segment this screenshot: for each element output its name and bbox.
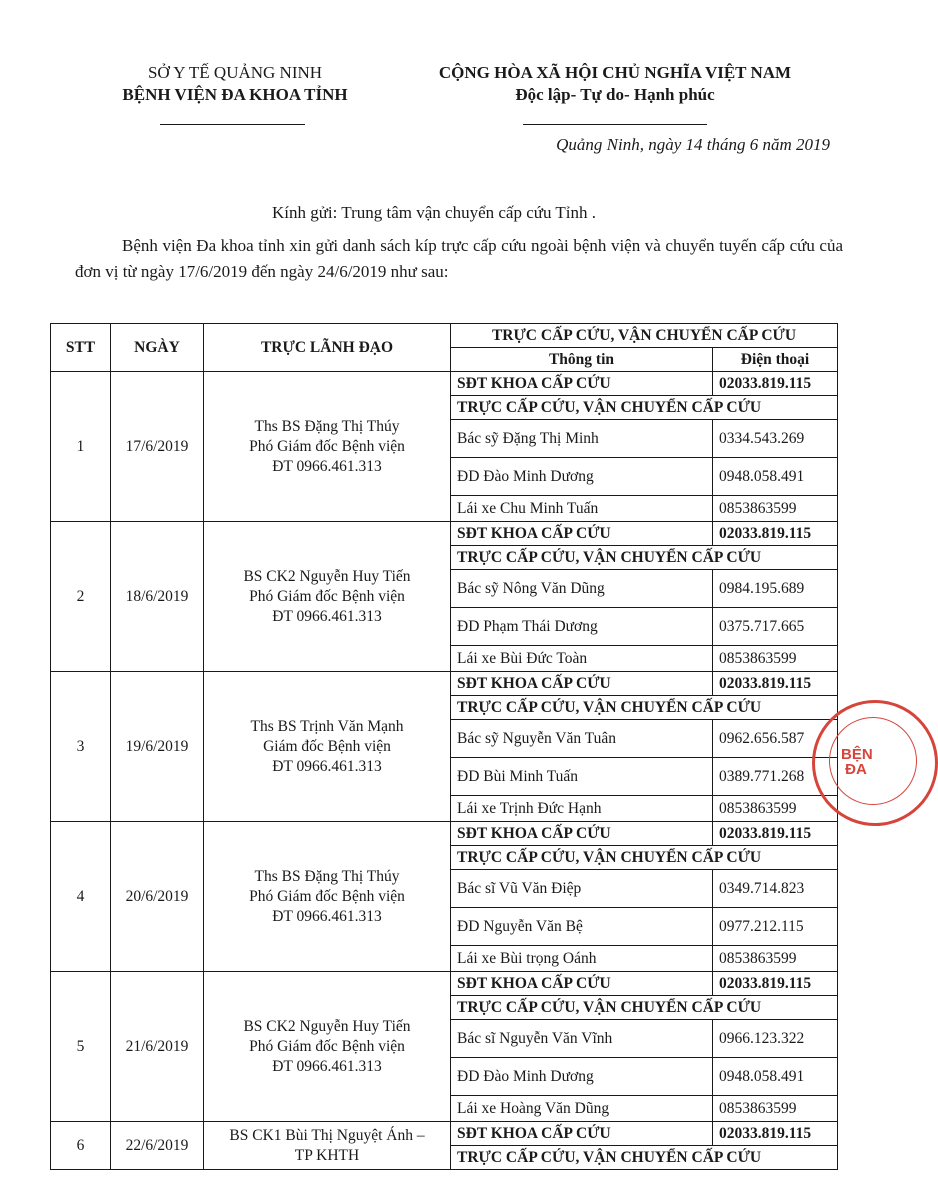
leader-line: ĐT 0966.461.313: [272, 907, 382, 925]
row-leader: [204, 822, 451, 972]
table-row: [51, 672, 838, 696]
staff-name: ĐD Đào Minh Dương: [451, 1058, 713, 1096]
staff-name: Lái xe Hoàng Văn Dũng: [451, 1096, 713, 1122]
staff-name: ĐD Bùi Minh Tuấn: [451, 758, 713, 796]
duty-group-label: TRỰC CẤP CỨU, VẬN CHUYỂN CẤP CỨU: [451, 996, 838, 1020]
row-stt: 1: [51, 372, 111, 522]
dept-phone-label: SĐT KHOA CẤP CỨU: [451, 672, 713, 696]
table-row: [51, 1122, 838, 1146]
staff-name: ĐD Nguyễn Văn Bệ: [451, 908, 713, 946]
row-date: 17/6/2019: [111, 372, 204, 522]
staff-phone: 0948.058.491: [713, 458, 838, 496]
row-stt: 4: [51, 822, 111, 972]
duty-group-label: TRỰC CẤP CỨU, VẬN CHUYỂN CẤP CỨU: [451, 396, 838, 420]
staff-name: Bác sỹ Đặng Thị Minh: [451, 420, 713, 458]
dept-phone-number: 02033.819.115: [713, 972, 838, 996]
national-motto-block: [405, 62, 825, 106]
row-stt: 2: [51, 522, 111, 672]
row-date: 22/6/2019: [111, 1122, 204, 1170]
recipient-line: Kính gửi: Trung tâm vận chuyển cấp cứu Tỉnh .: [271, 203, 597, 222]
dept-phone-number: 02033.819.115: [713, 372, 838, 396]
staff-phone: 0984.195.689: [713, 570, 838, 608]
staff-name: Lái xe Bùi Đức Toàn: [451, 646, 713, 672]
row-stt: 3: [51, 672, 111, 822]
staff-phone: 0853863599: [713, 496, 838, 522]
leader-line: Ths BS Đặng Thị Thúy: [254, 417, 400, 435]
staff-name: Bác sĩ Nguyễn Văn Vĩnh: [451, 1020, 713, 1058]
dept-phone-number: 02033.819.115: [713, 672, 838, 696]
row-date: 20/6/2019: [111, 822, 204, 972]
staff-phone: 0349.714.823: [713, 870, 838, 908]
duty-group-label: TRỰC CẤP CỨU, VẬN CHUYỂN CẤP CỨU: [451, 546, 838, 570]
staff-phone: 0853863599: [713, 796, 838, 822]
row-stt: 5: [51, 972, 111, 1122]
header-leader: TRỰC LÃNH ĐẠO: [204, 324, 451, 372]
row-leader: [204, 1122, 451, 1170]
stamp-text: BỆN ĐA: [841, 746, 873, 778]
leader-line: ĐT 0966.461.313: [272, 757, 382, 775]
leader-line: Phó Giám đốc Bệnh viện: [249, 1037, 405, 1055]
staff-name: Bác sỹ Nguyễn Văn Tuân: [451, 720, 713, 758]
row-leader: [204, 372, 451, 522]
header-stt: STT: [51, 324, 111, 372]
issuer-underline: [160, 124, 305, 125]
issuer-block: [90, 62, 380, 106]
row-date: 19/6/2019: [111, 672, 204, 822]
header-info: Thông tin: [451, 348, 713, 372]
hospital-stamp: [812, 700, 938, 826]
dept-phone-label: SĐT KHOA CẤP CỨU: [451, 972, 713, 996]
staff-phone: 0977.212.115: [713, 908, 838, 946]
row-leader: [204, 672, 451, 822]
issuer-parent-org: SỞ Y TẾ QUẢNG NINH: [147, 63, 323, 82]
header-date: NGÀY: [111, 324, 204, 372]
staff-name: ĐD Đào Minh Dương: [451, 458, 713, 496]
staff-phone: 0853863599: [713, 646, 838, 672]
national-motto: Độc lập- Tự do- Hạnh phúc: [515, 85, 715, 104]
leader-line: ĐT 0966.461.313: [272, 607, 382, 625]
leader-line: Phó Giám đốc Bệnh viện: [249, 437, 405, 455]
dept-phone-label: SĐT KHOA CẤP CỨU: [451, 1122, 713, 1146]
staff-name: Lái xe Bùi trọng Oánh: [451, 946, 713, 972]
table-row: [51, 822, 838, 846]
table-row: [51, 972, 838, 996]
staff-phone: 0966.123.322: [713, 1020, 838, 1058]
leader-line: Giám đốc Bệnh viện: [263, 737, 391, 755]
leader-line: TP KHTH: [294, 1146, 360, 1164]
row-stt: 6: [51, 1122, 111, 1170]
leader-line: BS CK1 Bùi Thị Nguyệt Ánh –: [229, 1126, 425, 1144]
table-row: [51, 372, 838, 396]
duty-roster-table: [50, 323, 838, 1170]
staff-name: Bác sỹ Nông Văn Dũng: [451, 570, 713, 608]
leader-line: ĐT 0966.461.313: [272, 457, 382, 475]
leader-line: Ths BS Trịnh Văn Mạnh: [250, 717, 404, 735]
staff-phone: 0375.717.665: [713, 608, 838, 646]
leader-line: BS CK2 Nguyễn Huy Tiến: [243, 567, 411, 585]
issuer-org: BỆNH VIỆN ĐA KHOA TỈNH: [122, 85, 348, 104]
staff-phone: 0853863599: [713, 1096, 838, 1122]
duty-group-label: TRỰC CẤP CỨU, VẬN CHUYỂN CẤP CỨU: [451, 846, 838, 870]
motto-underline: [523, 124, 707, 125]
header-group: TRỰC CẤP CỨU, VẬN CHUYỂN CẤP CỨU: [451, 324, 838, 348]
dept-phone-number: 02033.819.115: [713, 822, 838, 846]
row-date: 21/6/2019: [111, 972, 204, 1122]
staff-phone: 0389.771.268: [713, 758, 838, 796]
leader-line: Phó Giám đốc Bệnh viện: [249, 587, 405, 605]
leader-line: Phó Giám đốc Bệnh viện: [249, 887, 405, 905]
dept-phone-number: 02033.819.115: [713, 522, 838, 546]
leader-line: BS CK2 Nguyễn Huy Tiến: [243, 1017, 411, 1035]
table-row: [51, 522, 838, 546]
staff-name: ĐD Phạm Thái Dương: [451, 608, 713, 646]
header-phone: Điện thoại: [713, 348, 838, 372]
national-title: CỘNG HÒA XÃ HỘI CHỦ NGHĨA VIỆT NAM: [438, 63, 792, 82]
dept-phone-label: SĐT KHOA CẤP CỨU: [451, 522, 713, 546]
leader-line: ĐT 0966.461.313: [272, 1057, 382, 1075]
staff-name: Lái xe Trịnh Đức Hạnh: [451, 796, 713, 822]
leader-line: Ths BS Đặng Thị Thúy: [254, 867, 400, 885]
duty-group-label: TRỰC CẤP CỨU, VẬN CHUYỂN CẤP CỨU: [451, 1146, 838, 1170]
intro-paragraph: Bệnh viện Đa khoa tỉnh xin gửi danh sách kíp trực cấp cứu ngoài bệnh viện và chuyển tuyến cấp cứu của đơn vị từ ngày 17/6/2019 đến ngày 24/6/2019 như sau:: [75, 236, 843, 281]
dept-phone-label: SĐT KHOA CẤP CỨU: [451, 822, 713, 846]
staff-phone: 0853863599: [713, 946, 838, 972]
dept-phone-number: 02033.819.115: [713, 1122, 838, 1146]
staff-name: Lái xe Chu Minh Tuấn: [451, 496, 713, 522]
dept-phone-label: SĐT KHOA CẤP CỨU: [451, 372, 713, 396]
row-leader: [204, 522, 451, 672]
row-leader: [204, 972, 451, 1122]
document-date: Quảng Ninh, ngày 14 tháng 6 năm 2019: [556, 135, 830, 154]
staff-phone: 0334.543.269: [713, 420, 838, 458]
row-date: 18/6/2019: [111, 522, 204, 672]
duty-group-label: TRỰC CẤP CỨU, VẬN CHUYỂN CẤP CỨU: [451, 696, 838, 720]
staff-phone: 0962.656.587: [713, 720, 838, 758]
staff-phone: 0948.058.491: [713, 1058, 838, 1096]
staff-name: Bác sĩ Vũ Văn Điệp: [451, 870, 713, 908]
